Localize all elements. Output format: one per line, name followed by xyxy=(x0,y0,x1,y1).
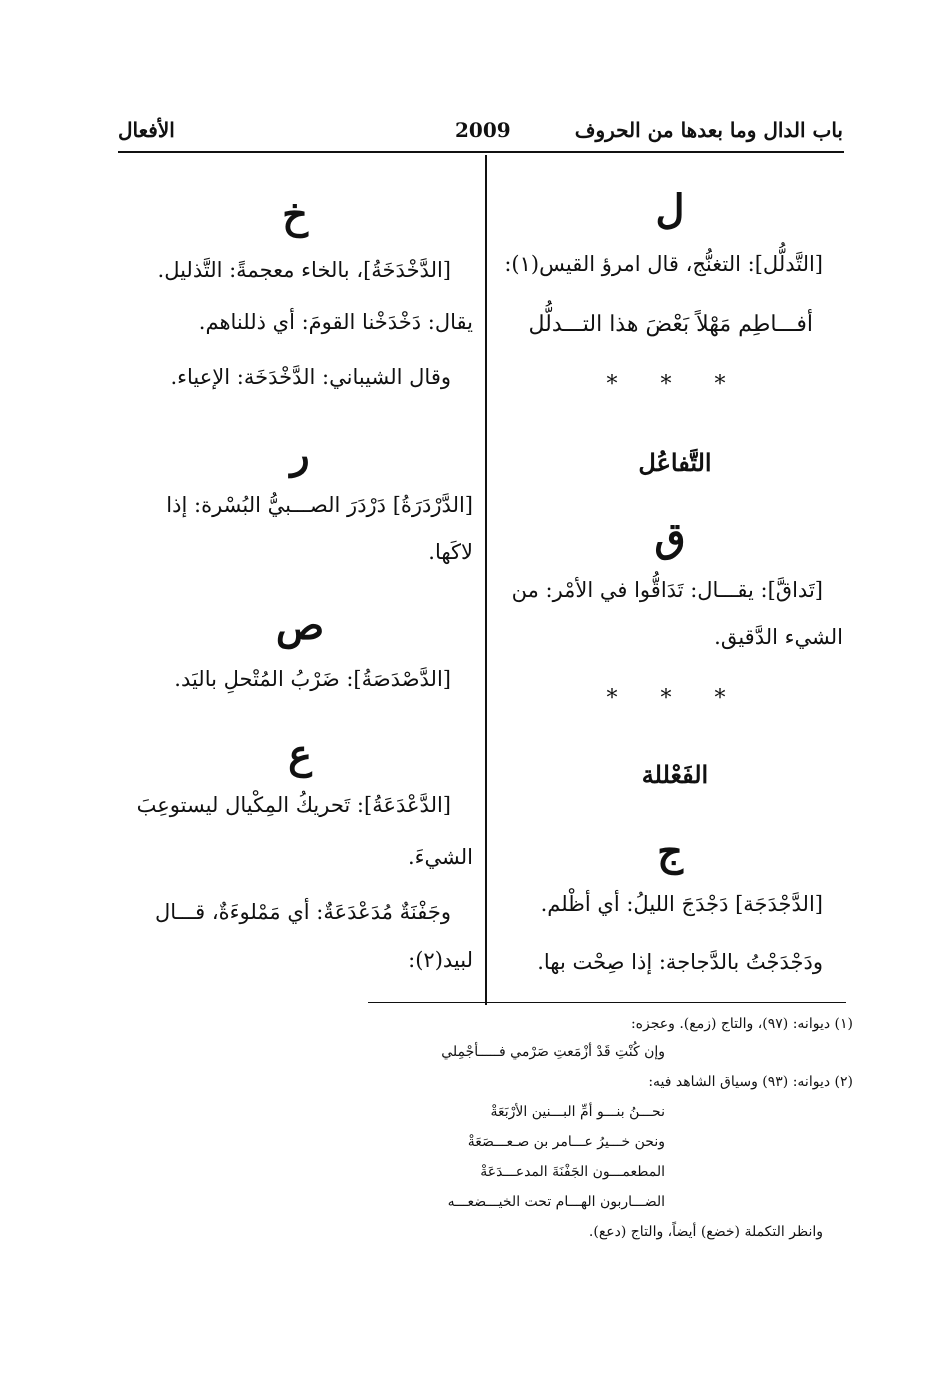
footnote-2-verse-4: الضـــاربون الهـــام تحت الخيـــضعـــه xyxy=(447,1194,665,1210)
entry-dakhdakha-shaybani: وقال الشيباني: الدَّخْدَخَة: الإعياء. xyxy=(170,365,451,389)
separator-stars-1: * * * xyxy=(606,372,744,397)
entry-labid: لبيد(٢): xyxy=(408,948,473,972)
heading-tafaul: التَّفاعُل xyxy=(638,448,712,477)
entry-tadaqq: [تَداقَّ]: يقـــال: تَدَاقُّوا في الأمْر: من xyxy=(511,578,823,602)
entry-dasdasa: [الدَّصْدَصَةُ]: ضَرْبُ المُتْحلِ باليَد. xyxy=(174,667,451,691)
letter-ra: ر xyxy=(290,431,310,478)
entry-dajdaja: [الدَّجْدَجَة] دَجْدَجَ الليلُ: أي أظْلم. xyxy=(540,892,823,916)
letter-ayn: ع xyxy=(288,731,312,778)
column-divider xyxy=(485,155,487,1005)
heading-falala: الفَعْللة xyxy=(641,760,709,789)
separator-stars-2: * * * xyxy=(606,686,744,711)
section-title: الأفعال xyxy=(118,118,175,142)
footnote-1: (١) ديوانه: (٩٧)، والتاج (زمع). وعجزه: xyxy=(630,1016,853,1032)
footnote-2-verse-1: نحـــنُ بنـــو أمِّ البـــنين الأرْبَعَةْ xyxy=(490,1104,665,1120)
chapter-title: باب الدال وما بعدها من الحروف xyxy=(574,118,843,142)
letter-sad: ص xyxy=(275,602,325,649)
letter-qaf: ق xyxy=(654,514,686,561)
entry-jafna: وجَفْنَةٌ مُدَعْدَعَةٌ: أي مَمْلوءَةٌ، قـــال xyxy=(155,900,451,924)
footnote-1-verse: وإن كُنْتِ قَدْ أزْمَعتِ صَرْمي فـــــأجْمِلي xyxy=(441,1044,665,1060)
entry-dajdaja-cont: ودَجْدَجْتُ بالدَّجاجة: إذا صِحْت بها. xyxy=(537,950,823,974)
letter-lam: ل xyxy=(655,186,685,233)
header-rule xyxy=(118,151,844,153)
entry-dakhdakha: [الدَّخْدَخَةُ]، بالخاء معجمةً: التَّذليل. xyxy=(157,258,451,282)
entry-dakhdakha-usage: يقال: دَخْدَخْنا القومَ: أي ذللناهم. xyxy=(198,310,473,334)
footnote-2-verse-2: ونحن خـــيرُ عـــامر بن صـعـــصَعَةْ xyxy=(467,1134,665,1150)
verse-imru-al-qays: أفـــاطِم مَهْلاً بَعْضَ هذا التـــدلُّل xyxy=(528,312,813,337)
entry-dardara-cont: لاكَها. xyxy=(428,540,473,564)
footnote-2-see-also: وانظر التكملة (خضع) أيضاً، والتاج (دعع). xyxy=(588,1224,823,1240)
entry-dardara: [الدَّرْدَرَةُ] دَرْدَرَ الصـــبيُّ البُسْرة: إذا xyxy=(166,493,473,517)
entry-daadaa: [الدَّعْدَعَةُ]: تَحريكُ المِكْيال ليستوعِبَ xyxy=(136,793,451,817)
footnote-2-verse-3: المطعمـــون الجَفْنَةَ المدعـــدَعَةْ xyxy=(480,1164,665,1180)
page-number: 2009 xyxy=(455,118,511,142)
entry-tadallul: [التَّدلُّل]: التغنُّج، قال امرؤ القيس(١): xyxy=(504,252,823,276)
entry-tadaqq-cont: الشيء الدَّقيق. xyxy=(714,625,843,649)
footnote-2: (٢) ديوانه: (٩٣) وسياق الشاهد فيه: xyxy=(648,1074,853,1090)
letter-jim: ج xyxy=(657,828,683,875)
letter-kha: خ xyxy=(282,191,308,238)
entry-daadaa-cont: الشيءَ. xyxy=(407,845,473,869)
footnote-rule xyxy=(368,1002,846,1003)
